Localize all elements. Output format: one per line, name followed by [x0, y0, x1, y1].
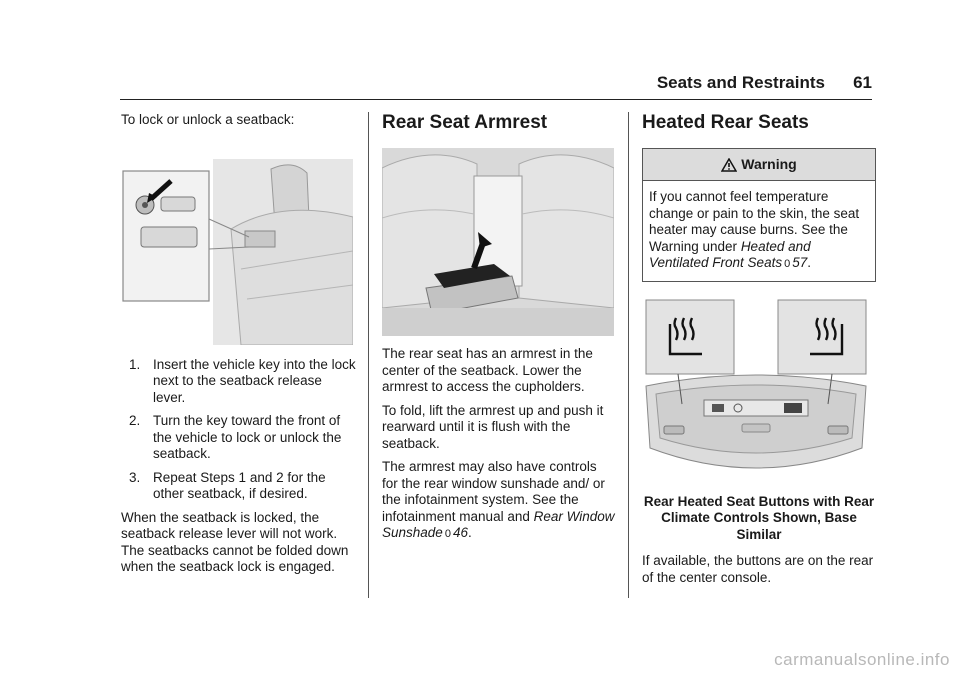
armrest-paragraph-2: To fold, lift the armrest up and push it rearward until it is flush with the seatback.	[382, 402, 604, 451]
closing-text: When the seatback is locked, the seatback release lever will not work. The seatbacks cannot be folded down when the seatback lock is engaged.	[121, 509, 349, 574]
page-ref-icon: 0	[784, 258, 791, 270]
column-divider-1	[368, 112, 369, 598]
intro-text: To lock or unlock a seatback:	[121, 112, 295, 127]
armrest-illustration	[382, 148, 614, 336]
closing-text: If available, the buttons are on the rear of the center console.	[642, 553, 874, 585]
heading-rear-seat-armrest: Rear Seat Armrest	[382, 112, 548, 133]
seatback-lock-illustration	[121, 159, 353, 345]
figure-caption: Rear Heated Seat Buttons with Rear Climate Controls Shown, Base Similar	[643, 493, 875, 542]
page-ref[interactable]: 46	[452, 525, 468, 540]
header-rule	[120, 99, 872, 100]
column-seatback-lock	[121, 112, 357, 583]
column-rear-seat-armrest	[382, 112, 616, 550]
watermark: carmanualsonline.info	[774, 650, 950, 669]
warning-header: Warning	[643, 149, 875, 181]
armrest-paragraph-1: The rear seat has an armrest in the center of the seatback. Lower the armrest to access the cupholders.	[382, 346, 593, 394]
armrest-paragraph-3: The armrest may also have controls for the rear window sunshade and/ or the infotainment system. See the infotainment manual and Rear Window Sunshade 0 46.	[382, 459, 615, 540]
section-title: Seats and Restraints	[656, 73, 825, 92]
heated-ventilated-front-seats-link[interactable]: Heated and Ventilated Front Seats	[649, 238, 811, 270]
steps-list	[121, 357, 357, 503]
list-item: 2. Turn the key toward the front of the vehicle to lock or unlock the seatback.	[129, 413, 342, 461]
column-divider-2	[628, 112, 629, 598]
page-number: 61	[853, 73, 872, 92]
rear-climate-controls-illustration	[642, 298, 870, 484]
page-ref[interactable]: 57	[792, 255, 808, 270]
column-heated-rear-seats	[642, 112, 876, 593]
warning-body: If you cannot feel temperature change or pain to the skin, the seat heater may cause burns. See the Warning under Heated and Ventilated Front Seats 0 57.	[649, 189, 860, 270]
list-item: 1. Insert the vehicle key into the lock next to the seatback release lever.	[129, 356, 356, 405]
page-ref-icon: 0	[444, 528, 451, 540]
rear-window-sunshade-link[interactable]: Rear Window Sunshade	[382, 508, 615, 540]
list-item: 3. Repeat Steps 1 and 2 for the other seatback, if desired.	[129, 469, 326, 501]
warning-box	[642, 148, 876, 282]
warning-triangle-icon	[721, 158, 737, 172]
heading-heated-rear-seats: Heated Rear Seats	[642, 112, 809, 133]
